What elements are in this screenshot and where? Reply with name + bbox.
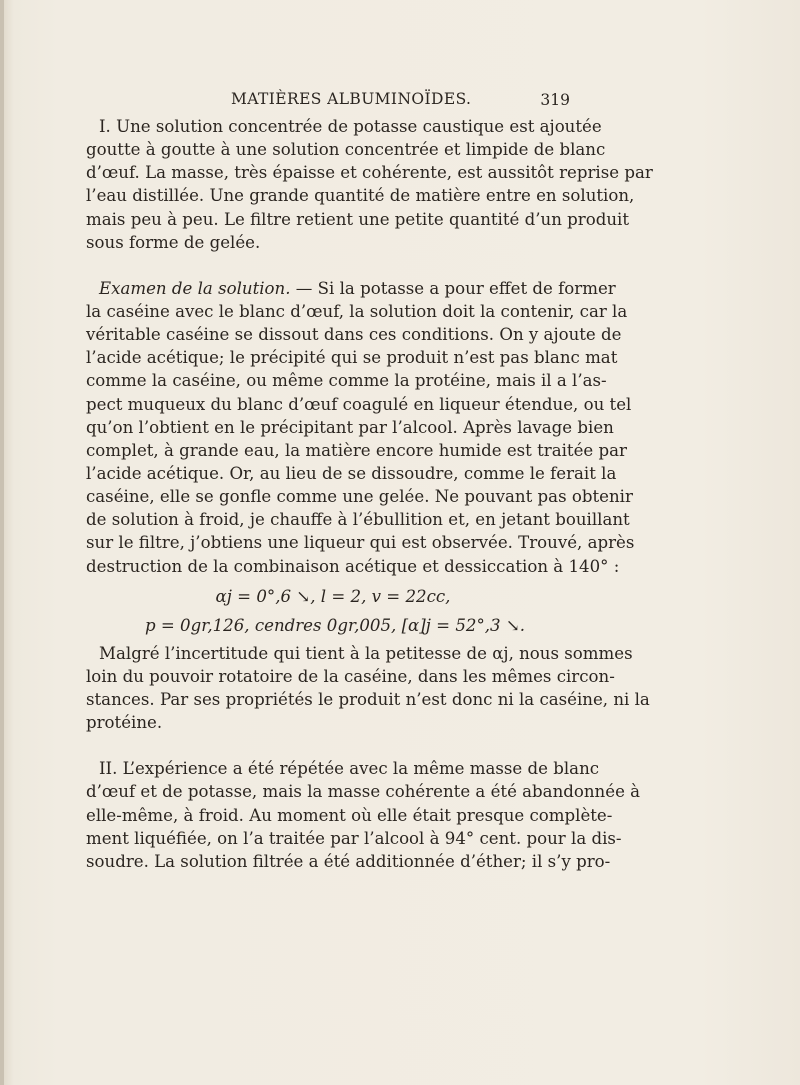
text-line: elle-même, à froid. Au moment où elle était presque complète-	[86, 805, 613, 825]
text-line: loin du pouvoir rotatoire de la caséine, dans les mêmes circon-	[86, 666, 615, 686]
paragraph-gap	[86, 734, 570, 757]
formula-block	[86, 582, 570, 640]
text-line: soudre. La solution filtrée a été additionnée d’éther; il s’y pro-	[86, 851, 611, 871]
text-line: ment liquéfiée, on l’a traitée par l’alcool à 94° cent. pour la dis-	[86, 828, 622, 848]
text-line: mais peu à peu. Le filtre retient une petite quantité d’un produit	[86, 209, 629, 229]
text-line: goutte à goutte à une solution concentrée et limpide de blanc	[86, 140, 606, 160]
text-line: pect muqueux du blanc d’œuf coagulé en liqueur étendue, ou tel	[86, 394, 632, 414]
text-line: protéine.	[86, 713, 163, 733]
text-line	[86, 277, 616, 300]
page-header	[86, 90, 570, 114]
text-line: II. L’expérience a été répétée avec la même masse de blanc	[99, 759, 600, 779]
paragraph-3	[86, 642, 650, 735]
paragraph-2	[86, 277, 635, 578]
text-line: destruction de la combinaison acétique et dessiccation à 140° :	[86, 556, 620, 576]
binding-edge	[0, 0, 4, 1085]
text-line: stances. Par ses propriétés le produit n’est donc ni la caséine, ni la	[86, 689, 650, 709]
text-line: sur le filtre, j’obtiens une liqueur qui est observée. Trouvé, après	[86, 533, 635, 553]
text-fragment: — Si la potasse a pour effet de former	[290, 278, 616, 298]
paragraph-1	[86, 115, 653, 254]
text-line: l’acide acétique; le précipité qui se produit n’est pas blanc mat	[86, 348, 618, 368]
body-text	[86, 115, 653, 873]
text-line: l’eau distillée. Une grande quantité de matière entre en solution,	[86, 186, 635, 206]
text-line: qu’on l’obtient en le précipitant par l’alcool. Après lavage bien	[86, 417, 614, 437]
text-line: caséine, elle se gonfle comme une gelée. Ne pouvant pas obtenir	[86, 487, 633, 507]
text-line: de solution à froid, je chauffe à l’ébullition et, en jetant bouillant	[86, 510, 630, 530]
text-line: la caséine avec le blanc d’œuf, la solution doit la contenir, car la	[86, 301, 628, 321]
formula-line: αj = 0°,6 ↘, l = 2, v = 22cc,	[215, 586, 451, 606]
text-line: complet, à grande eau, la matière encore humide est traitée par	[86, 440, 627, 460]
text-line: l’acide acétique. Or, au lieu de se dissoudre, comme le ferait la	[86, 463, 617, 483]
text-line: d’œuf et de potasse, mais la masse cohérente a été abandonnée à	[86, 782, 641, 802]
text-line: comme la caséine, ou même comme la protéine, mais il a l’as-	[86, 371, 607, 391]
text-line: sous forme de gelée.	[86, 232, 261, 252]
page-number: 319	[540, 91, 570, 109]
text-line: d’œuf. La masse, très épaisse et cohérente, est aussitôt reprise par	[86, 163, 653, 183]
paragraph-4	[86, 757, 641, 873]
running-title: MATIÈRES ALBUMINOÏDES.	[231, 90, 472, 108]
text-line: I. Une solution concentrée de potasse caustique est ajoutée	[99, 117, 602, 136]
paragraph-gap	[86, 254, 570, 277]
section-heading: Examen de la solution.	[99, 278, 291, 298]
formula-line: p = 0gr,126, cendres 0gr,005, [α]j = 52°,3 ↘.	[144, 615, 526, 635]
text-line: véritable caséine se dissout dans ces conditions. On y ajoute de	[86, 325, 622, 345]
text-line: Malgré l’incertitude qui tient à la petitesse de αj, nous sommes	[99, 643, 633, 663]
